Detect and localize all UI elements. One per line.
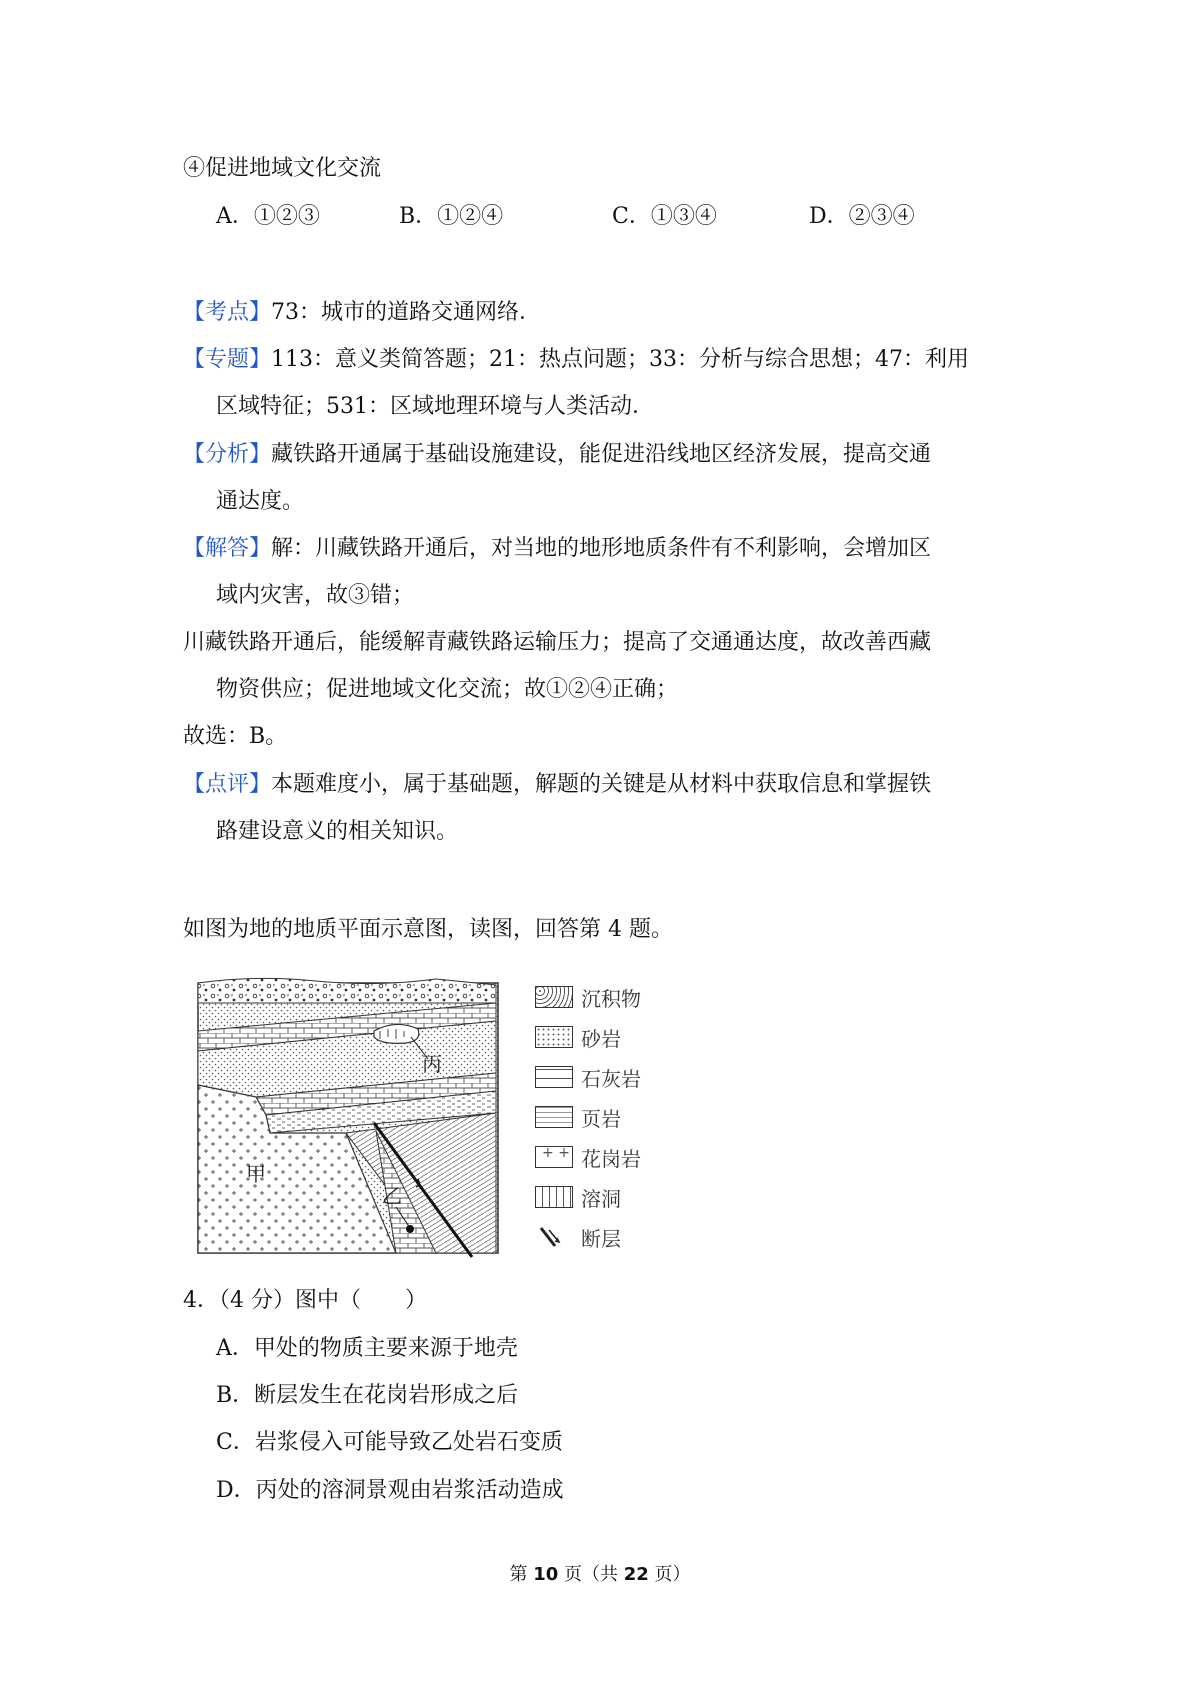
footer-suffix: 页） [648,1564,691,1585]
limestone-swatch [535,1066,573,1088]
fenxi-text: 藏铁路开通属于基础设施建设，能促进沿线地区经济发展，提高交通 [271,442,932,467]
legend-item-fault [535,1222,621,1252]
sediment-swatch [535,986,573,1008]
footer-prefix: 第 [509,1564,534,1585]
page-footer [0,1560,1200,1586]
q3-choices [216,202,915,232]
q4-option-b: B．断层发生在花岗岩形成之后 [216,1383,519,1408]
fenxi-line [183,440,931,470]
choice-d: D．②③④ [809,204,915,229]
jieda-line5: 故选：B。 [183,724,288,749]
jieda-tag: 【解答】 [183,536,272,561]
legend-label: 页岩 [581,1106,621,1131]
dianping-line [183,770,931,800]
legend-label: 石灰岩 [581,1066,641,1091]
legend-item-shale [535,1102,621,1132]
dianping-tag: 【点评】 [183,772,272,797]
choice-b: B．①②④ [399,204,504,229]
legend-item-granite [535,1142,641,1172]
legend-label: 砂岩 [581,1026,621,1051]
footer-mid: 页（共 [558,1564,624,1585]
q4-option-d: D．丙处的溶洞景观由岩浆活动造成 [216,1478,564,1503]
legend-item-sediment [535,982,641,1012]
dianping-text: 本题难度小，属于基础题，解题的关键是从材料中获取信息和掌握铁 [271,772,932,797]
jieda-line2: 域内灾害，故③错； [216,583,415,608]
legend-label: 断层 [581,1226,621,1251]
jieda-line [183,534,931,564]
kaodian-tag: 【考点】 [183,300,272,325]
q4-option-a: A．甲处的物质主要来源于地壳 [216,1336,518,1361]
zhuanti-line [183,345,969,375]
footer-total-pages: 22 [623,1564,649,1585]
jieda-line3: 川藏铁路开通后，能缓解青藏铁路运输压力；提高了交通通达度，故改善西藏 [183,630,932,655]
sandstone-swatch [535,1026,573,1048]
zhuanti-tag: 【专题】 [183,347,272,372]
zhuanti-line2: 区域特征；531：区域地理环境与人类活动． [216,394,654,419]
choice-a: A．①②③ [216,204,320,229]
cave-swatch [535,1186,573,1208]
footer-page-number: 10 [533,1564,559,1585]
q4-stem: 4．（4 分）图中（ ） [183,1288,427,1313]
label-yi: 乙 [382,1184,402,1208]
fault-symbol-icon [535,1226,573,1248]
figure-intro: 如图为地的地质平面示意图，读图，回答第 4 题。 [183,917,673,942]
fenxi-line2: 通达度。 [216,489,305,514]
zhuanti-text: 113：意义类简答题；21：热点问题；33：分析与综合思想；47：利用 [271,347,969,372]
yi-point [406,1225,414,1233]
q4-option-c: C．岩浆侵入可能导致乙处岩石变质 [216,1430,563,1455]
kaodian-line [183,298,541,328]
label-bing: 丙 [422,1052,442,1076]
q3-option4-line: ④促进地域文化交流 [183,156,382,181]
shale-swatch [535,1106,573,1128]
choice-c: C．①③④ [612,204,717,229]
legend-item-cave [535,1182,621,1212]
legend-item-limestone [535,1062,641,1092]
legend-label: 花岗岩 [581,1146,641,1171]
label-jia: 甲 [246,1162,266,1186]
jieda-text: 解：川藏铁路开通后，对当地的地形地质条件有不利影响，会增加区 [271,536,932,561]
legend-label: 沉积物 [581,986,641,1011]
fenxi-tag: 【分析】 [183,442,272,467]
legend-label: 溶洞 [581,1186,621,1211]
dianping-line2: 路建设意义的相关知识。 [216,819,459,844]
sediment-layer [198,978,496,1003]
jieda-line4: 物资供应；促进地域文化交流；故①②④正确； [216,677,679,702]
legend-item-sandstone [535,1022,621,1052]
kaodian-text: 73：城市的道路交通网络． [271,300,542,325]
granite-swatch: + + [535,1146,573,1168]
geologic-section-svg [196,973,536,1263]
